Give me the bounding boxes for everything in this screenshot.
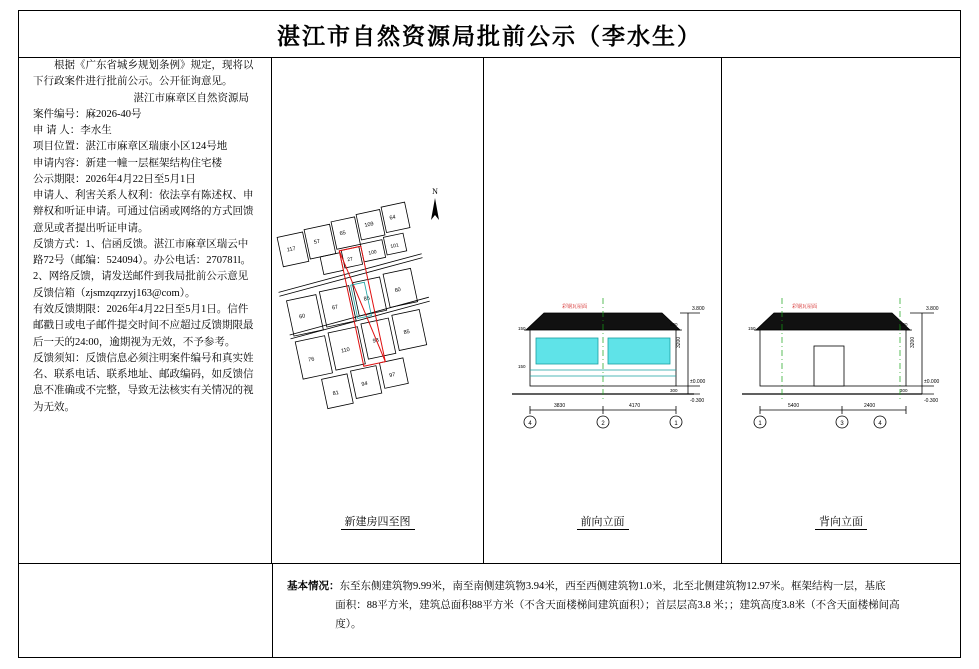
svg-text:109: 109 — [364, 221, 375, 229]
svg-text:-0.300: -0.300 — [924, 398, 939, 404]
svg-text:85: 85 — [403, 328, 411, 337]
svg-text:3: 3 — [840, 421, 844, 427]
drawing-sheet — [18, 10, 961, 658]
notice-line-3: 申请内容：新建一幢一层框架结构住宅楼 — [33, 157, 222, 169]
svg-text:67: 67 — [331, 304, 339, 312]
sheet-body — [19, 58, 960, 563]
notice-line-1: 申 请 人：李水生 — [33, 125, 112, 137]
notice-line-9: 反馈须知：反馈信息必须注明案件编号和真实姓名、联系电话、联系地址、邮政编码，如反馈信息不准确或不完整，导致无法核实有关情况的视为无效。 — [33, 352, 254, 413]
notice-intro: 根据《广东省城乡规划条例》规定，现将以下行政案件进行批前公示。公开征询意见。 — [33, 60, 254, 88]
svg-text:60: 60 — [394, 286, 402, 295]
svg-text:N: N — [432, 187, 438, 196]
svg-text:65: 65 — [339, 230, 347, 238]
svg-text:5400: 5400 — [788, 403, 800, 409]
svg-text:600: 600 — [900, 322, 908, 327]
notice-line-8: 有效反馈期限：2026年4月22日至5月1日。信件邮戳日或电子邮件提交时间不应超过反馈期限最后一天的24:00，逾期视为无效，不予参考。 — [33, 303, 254, 348]
notice-column — [19, 58, 272, 563]
front-elevation-caption: 前向立面 — [484, 513, 721, 529]
basic-info-line1: 东至东侧建筑物9.99米，南至南侧建筑物3.94米，西至西侧建筑物1.0米，北至北侧建筑物12.97米。框架结构一层，基底 — [339, 581, 886, 592]
svg-text:76: 76 — [307, 356, 316, 364]
svg-text:27: 27 — [346, 256, 354, 264]
svg-text:64: 64 — [389, 214, 397, 222]
back-elevation-drawing — [722, 58, 960, 563]
svg-text:110: 110 — [340, 346, 351, 355]
svg-text:94: 94 — [361, 380, 369, 389]
svg-text:彩钢瓦屋面: 彩钢瓦屋面 — [792, 305, 818, 310]
svg-text:600: 600 — [670, 322, 678, 327]
back-elevation-panel — [722, 58, 960, 563]
page-title: 湛江市自然资源局批前公示（李水生） — [277, 23, 702, 49]
svg-text:4: 4 — [528, 421, 532, 427]
svg-text:2: 2 — [601, 421, 605, 427]
svg-text:1: 1 — [758, 421, 762, 427]
sheet-title-bar — [19, 11, 960, 58]
basic-info-line3: 度）。 — [335, 618, 362, 630]
svg-text:57: 57 — [313, 238, 321, 246]
svg-text:60: 60 — [298, 313, 306, 321]
footer-row — [19, 563, 960, 658]
front-elevation-drawing — [484, 58, 722, 563]
basic-info-block — [273, 564, 960, 658]
footer-left-blank — [19, 564, 273, 658]
svg-text:100: 100 — [367, 249, 378, 257]
svg-text:2400: 2400 — [864, 403, 876, 409]
svg-text:101: 101 — [389, 242, 400, 250]
site-plan-panel — [272, 58, 484, 563]
notice-text — [19, 58, 271, 416]
north-arrow-icon — [431, 187, 439, 220]
notice-line-7: 2、网络反馈，请发送邮件到我局批前公示意见反馈信箱（zjsmzqzrzyj163@com）。 — [33, 271, 249, 299]
notice-line-6: 反馈方式：1、信函反馈。湛江市麻章区瑞云中路72号（邮编：524094）。办公电话：270781l。 — [33, 238, 252, 267]
svg-text:150: 150 — [748, 326, 756, 331]
svg-text:117: 117 — [286, 245, 297, 254]
svg-text:300: 300 — [900, 388, 908, 393]
svg-text:3.800: 3.800 — [926, 306, 939, 312]
svg-text:300: 300 — [670, 388, 678, 393]
notice-line-2: 项目位置：湛江市麻章区瑞康小区124号地 — [33, 141, 228, 153]
svg-text:±0.000: ±0.000 — [690, 379, 706, 385]
basic-info-label: 基本情况： — [287, 581, 340, 592]
svg-text:150: 150 — [518, 364, 526, 369]
svg-text:±0.000: ±0.000 — [924, 379, 940, 385]
notice-issuer: 湛江市麻章区自然资源局 — [133, 92, 249, 104]
front-elevation-panel — [484, 58, 722, 563]
svg-text:3.800: 3.800 — [692, 306, 705, 312]
site-plan-drawing — [272, 58, 484, 563]
svg-text:彩钢瓦屋面: 彩钢瓦屋面 — [562, 305, 588, 310]
basic-info-line2: 面积：88平方米，建筑总面积88平方米（不含天面楼梯间建筑面积）；首层层高3.8 米；；建筑高度3.8米（不含天面楼梯间高 — [335, 599, 900, 611]
svg-text:4: 4 — [878, 421, 882, 427]
back-elevation-caption: 背向立面 — [722, 513, 960, 529]
svg-text:98: 98 — [372, 337, 380, 345]
notice-line-0: 案件编号：麻2026-40号 — [33, 108, 142, 120]
svg-text:81: 81 — [332, 390, 340, 398]
notice-line-4: 公示期限：2026年4月22日至5月1日 — [33, 173, 196, 185]
svg-text:85: 85 — [363, 295, 371, 303]
svg-text:150: 150 — [518, 326, 526, 331]
notice-line-5: 申请人、利害关系人权利：依法享有陈述权、申辩权和听证申请。可通过信函或网络的方式回馈意见或者提出听证申请。 — [33, 190, 254, 234]
svg-text:3200: 3200 — [910, 336, 916, 348]
svg-text:1: 1 — [674, 421, 678, 427]
svg-text:-0.300: -0.300 — [690, 398, 705, 404]
svg-text:97: 97 — [388, 371, 397, 380]
site-plan-caption: 新建房四至图 — [272, 513, 483, 529]
svg-text:3830: 3830 — [554, 403, 566, 409]
svg-text:3200: 3200 — [676, 336, 682, 348]
svg-text:4170: 4170 — [629, 403, 641, 409]
